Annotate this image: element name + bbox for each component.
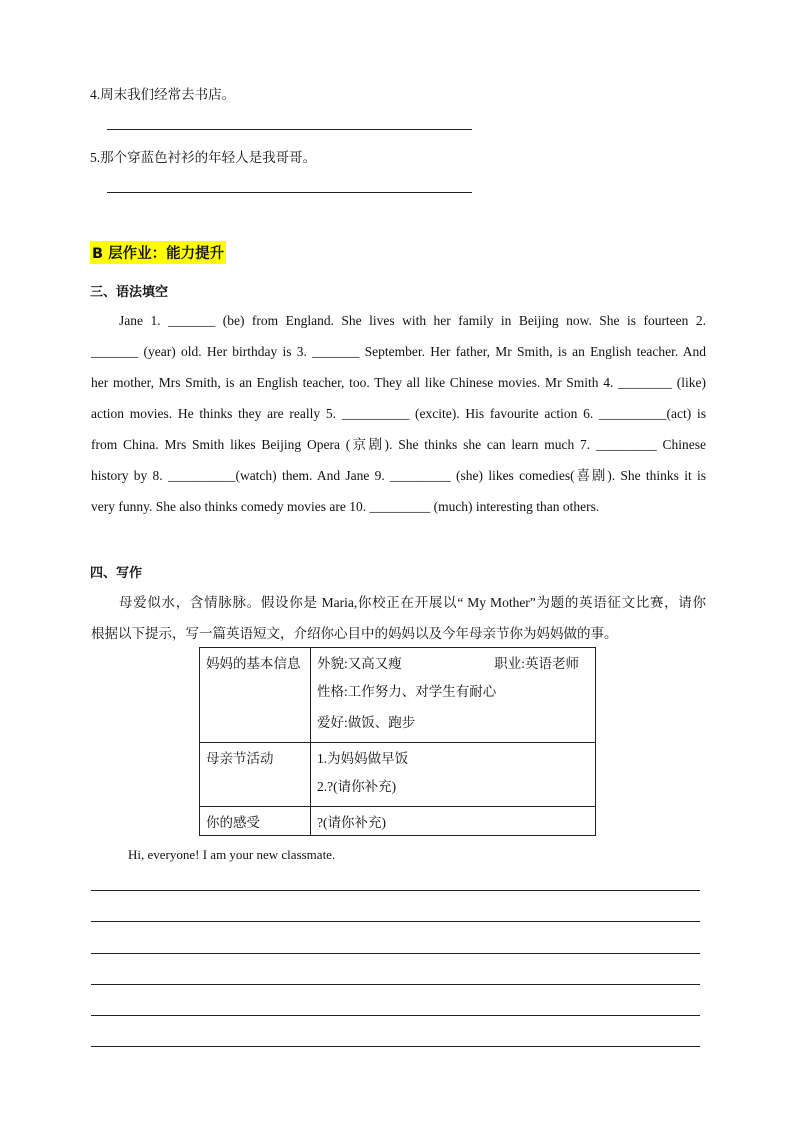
table-key-basic-info: 妈妈的基本信息 [200, 648, 311, 743]
writing-line[interactable] [91, 921, 700, 922]
table-key-feelings: 你的感受 [200, 807, 311, 836]
grammar-line: history by 8. __________(watch) them. And Jane 9. _________ (she) likes comedies(喜剧). She thinks it is [91, 468, 706, 483]
writing-prompt-line1: 母爱似水，含情脉脉。假设你是 Maria,你校正在开展以“ My Mother”为题的英语征文比赛，请你 [119, 595, 706, 610]
writing-prompt-line2: 根据以下提示，写一篇英语短文，介绍你心目中的妈妈以及今年母亲节你为妈妈做的事。 [91, 626, 618, 641]
grammar-line: _______ (year) old. Her birthday is 3. _______ September. Her father, Mr Smith, is an English teacher. And [91, 344, 706, 359]
table-value-basic-info [311, 648, 596, 743]
activity-item-2: 2.?(请你补充) [317, 779, 397, 794]
translation-question-4: 4.周末我们经常去书店。 [90, 87, 236, 102]
grammar-line: from China. Mrs Smith likes Beijing Opera (京剧). She thinks she can learn much 7. _________ Chinese [91, 437, 706, 452]
writing-line[interactable] [91, 890, 700, 891]
writing-line[interactable] [91, 1015, 700, 1016]
table-row [200, 648, 596, 743]
table-value-activities [311, 743, 596, 807]
answer-line-4[interactable] [107, 129, 472, 130]
writing-line[interactable] [91, 953, 700, 954]
grammar-heading: 三、语法填空 [90, 285, 169, 300]
hobby-text: 爱好:做饭、跑步 [317, 715, 416, 730]
table-value-feelings: ?(请你补充) [311, 807, 596, 836]
translation-question-5: 5.那个穿蓝色衬衫的年轻人是我哥哥。 [90, 150, 317, 165]
job-text: 职业:英语老师 [494, 656, 579, 671]
answer-line-5[interactable] [107, 192, 472, 193]
writing-line[interactable] [91, 1046, 700, 1047]
table-key-activities: 母亲节活动 [200, 743, 311, 807]
activity-item-1: 1.为妈妈做早饭 [317, 751, 409, 766]
grammar-line: Jane 1. _______ (be) from England. She lives with her family in Beijing now. She is fourteen 2. [119, 313, 706, 328]
grammar-line: action movies. He thinks they are really 5. __________ (excite). His favourite action 6. __________(act) is [91, 406, 706, 421]
writing-heading: 四、写作 [90, 566, 143, 581]
table-row [200, 743, 596, 807]
grammar-line: her mother, Mrs Smith, is an English teacher, too. They all like Chinese movies. Mr Smith 4. ________ (like) [91, 375, 706, 390]
writing-line[interactable] [91, 984, 700, 985]
appearance-text: 外貌:又高又瘦 [317, 656, 402, 671]
grammar-line: very funny. She also thinks comedy movies are 10. _________ (much) interesting than others. [91, 499, 600, 514]
mother-info-table [199, 647, 596, 836]
table-row [200, 807, 596, 836]
writing-prompt [91, 587, 706, 649]
personality-text: 性格:工作努力、对学生有耐心 [317, 684, 497, 699]
essay-opening: Hi, everyone! I am your new classmate. [128, 847, 336, 862]
section-b-title: B 层作业：能力提升 [90, 241, 226, 264]
grammar-passage [91, 305, 706, 522]
